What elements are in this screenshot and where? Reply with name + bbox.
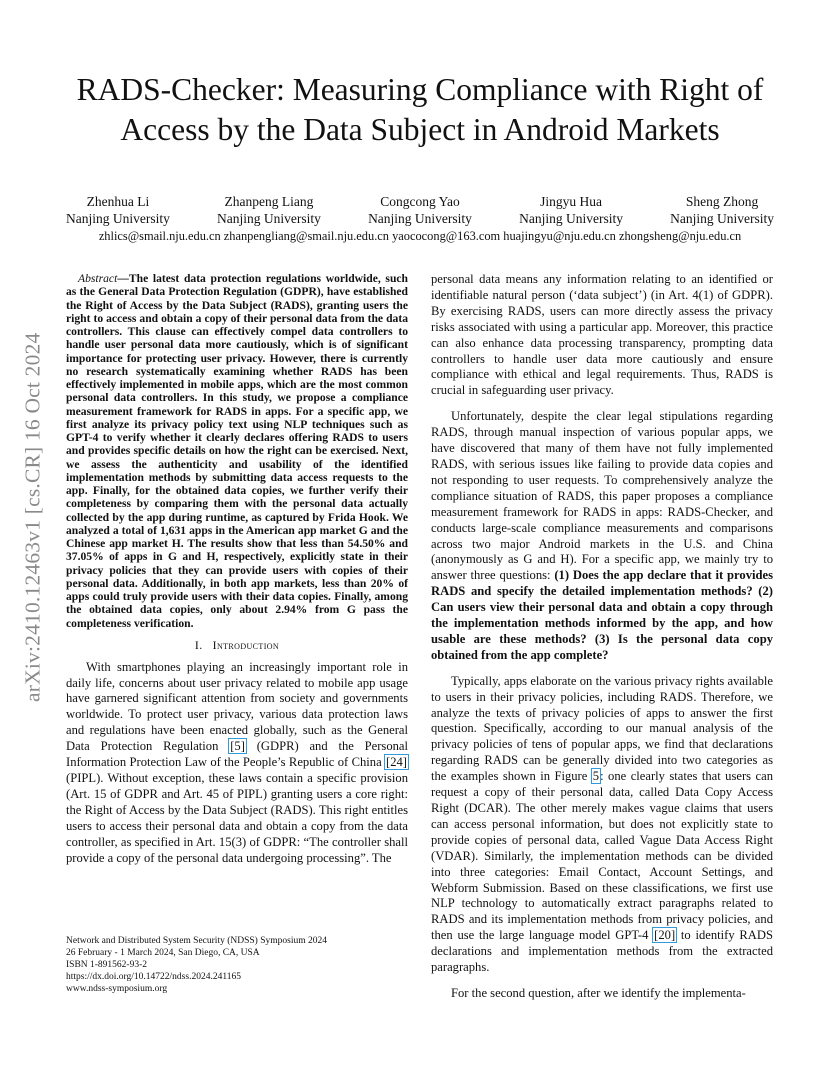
paragraph-text: (GDPR) and the Personal Information Protection Law of the People’s Republic of China [66,739,409,770]
abstract-label: Abstract [78,272,118,285]
author-block [519,194,623,228]
paragraph: personal data means any information relating to an identified or identifiable natural person (‘data subject’) (in Art. 4(1) of GDPR). By exercising RADS, users can more directly assess the privacy risks associated with using a particular app. Moreover, this practice can also enhance data processing transparency, prompting data controllers to handle user data more cautiously and ensure compliance with ethical and legal requirements. Thus, RADS is crucial in safeguarding user privacy. [431,272,773,398]
paragraph-gap [431,399,773,409]
author-block [217,194,321,228]
paragraph-text: Typically, apps elaborate on the various privacy rights available to users in their privacy policies, including RADS. Therefore, we analyze the texts of privacy policies of apps to answer the first question. Specifically, according to our manual analysis of the privacy policies of tens of popular apps, we find that declarations regarding RADS can be generally divided into two categories as the examples shown in Figure [431,673,773,784]
author-list [66,194,774,228]
author-name: Congcong Yao [380,194,460,209]
figure-link[interactable]: 5 [592,769,600,784]
paragraph [431,674,773,976]
footnote-line: ISBN 1-891562-93-2 [66,960,148,970]
footnote [66,935,408,995]
author-name: Zhanpeng Liang [224,194,314,209]
paragraph-text: to identify RADS declarations and implementation methods from the extracted paragraphs. [431,928,773,975]
author-affiliation: Nanjing University [66,211,170,226]
paragraph-gap [431,976,773,986]
paragraph-text: (PIPL). Without exception, these laws contain a specific provision (Art. 15 of GDPR and Art. 45 of PIPL) granting users a core right: the Right of Access by the Data Subject (RADS). This right entitles users to access their personal data and obtain a copy from the data controller, as specified in Art. 15(3) of GDPR: “The controller shall provide a copy of the personal data undergoing processing”. The [66,771,408,865]
author-name: Sheng Zhong [685,194,759,209]
author-affiliation: Nanjing University [368,211,472,226]
section-number: I. [194,637,203,652]
paragraph-gap [431,664,773,674]
citation-link[interactable]: [5] [230,739,245,754]
author-emails: zhlics@smail.nju.edu.cn zhanpengliang@smail.nju.edu.cn yaococong@163.com huajingyu@nju.edu.cn zhongsheng@nju.edu.cn [98,229,742,243]
footnote-line: Network and Distributed System Security (NDSS) Symposium 2024 [66,936,327,946]
footnote-line: www.ndss-symposium.org [66,984,168,994]
paragraph-text: : one clearly states that users can request a copy of their personal data, called Data Copy Access Right (DCAR). The other merely makes vague claims that users can access personal information, but does not explicitly state to provide copies of personal data, called Vague Data Access Right (VDAR). Similarly, the implementation methods can be divided into three categories: Email Contact, Account Settings, and Webform Submission. Based on these classifications, we first use NLP technology to automatically extract paragraphs related to RADS and its implementation methods from privacy policies, and then use the large language model GPT-4 [431,769,773,943]
right-column [431,272,773,1002]
paragraph [431,409,773,664]
abstract [66,272,408,630]
author-affiliation: Nanjing University [670,211,774,226]
paragraph-text: With smartphones playing an increasingly important role in daily life, concerns about user privacy related to mobile app usage have garnered significant attention from society and governments worldwide. To protect user privacy, various data protection laws and regulations have been enacted globally, such as the General Data Protection Regulation [66,659,408,754]
author-name: Zhenhua Li [86,194,150,209]
author-affiliation: Nanjing University [217,211,321,226]
author-block [670,194,774,228]
author-block [66,194,170,228]
arxiv-identifier: arXiv:2410.12463v1 [cs.CR] 16 Oct 2024 [20,332,45,702]
footnote-line: 26 February - 1 March 2024, San Diego, CA, USA [66,948,260,958]
research-questions: (1) Does the app declare that it provides RADS and specify the detailed implementation methods? (2) Can users view their personal data and obtain a copy through the implementation methods informed by the app, and how usable are these methods? (3) Is the personal data copy obtained from the app complete? [431,568,773,662]
paragraph-text: Unfortunately, despite the clear legal stipulations regarding RADS, through manual inspection of various popular apps, we have discovered that many of them have not fully implemented RADS, with serious issues like failing to provide data copies and not responding to user requests. To comprehensively analyze the compliance situation of RADS, this paper proposes a compliance measurement framework for RADS in apps: RADS-Checker, and conducts large-scale compliance measurements and comparisons across two major Android markets in the U.S. and China (anonymously as G and H). For a specific app, we mainly try to answer three questions: [431,409,773,583]
abstract-dash: — [117,272,129,285]
paragraph: For the second question, after we identify the implementa- [451,985,746,1000]
paper-title: RADS-Checker: Measuring Compliance with Right of Access by the Data Subject in Android Markets [76,72,764,147]
section-title: Introduction [212,637,280,652]
footnote-line: https://dx.doi.org/10.14722/ndss.2024.241165 [66,972,241,982]
citation-link[interactable]: [20] [654,928,676,943]
citation-link[interactable]: [24] [386,755,407,770]
left-column [66,272,408,866]
section-heading-introduction [66,638,408,654]
author-block [368,194,472,228]
author-name: Jingyu Hua [540,194,602,209]
intro-paragraph [66,660,408,867]
abstract-text: The latest data protection regulations worldwide, such as the General Data Protection Regulation (GDPR), have established the Right of Access by the Data Subject (RADS), granting users the right to access and obtain a copy of their personal data from the data controllers. This clause can effectively compel data controllers to handle user personal data more cautiously, which is of significant importance for protecting user privacy. However, there is currently no research systematically examining whether RADS has been effectively implemented in mobile apps, which are the most common personal data controllers. In this study, we propose a compliance measurement framework for RADS in apps. For a specific app, we first analyze its privacy policy text using NLP techniques such as GPT-4 to verify whether it clearly declares offering RADS to users and provides specific details on how the right can be exercised. Next, we assess the authenticity and usability of the identified implementation methods by submitting data access requests to the app. Finally, for the obtained data copies, we further verify their completeness by comparing them with the personal data actually collected by the app during runtime, as captured by Frida Hook. We analyzed a total of 1,631 apps in the American app market G and the Chinese app market H. The results show that less than 54.50% and 37.05% of apps in G and H, respectively, explicitly state in their privacy policies that they can provide users with copies of their personal data. Additionally, in both app markets, less than 20% of apps could truly provide users with their data copies. Finally, among the obtained data copies, only about 2.94% from G pass the completeness verification. [66,272,408,630]
author-affiliation: Nanjing University [519,211,623,226]
